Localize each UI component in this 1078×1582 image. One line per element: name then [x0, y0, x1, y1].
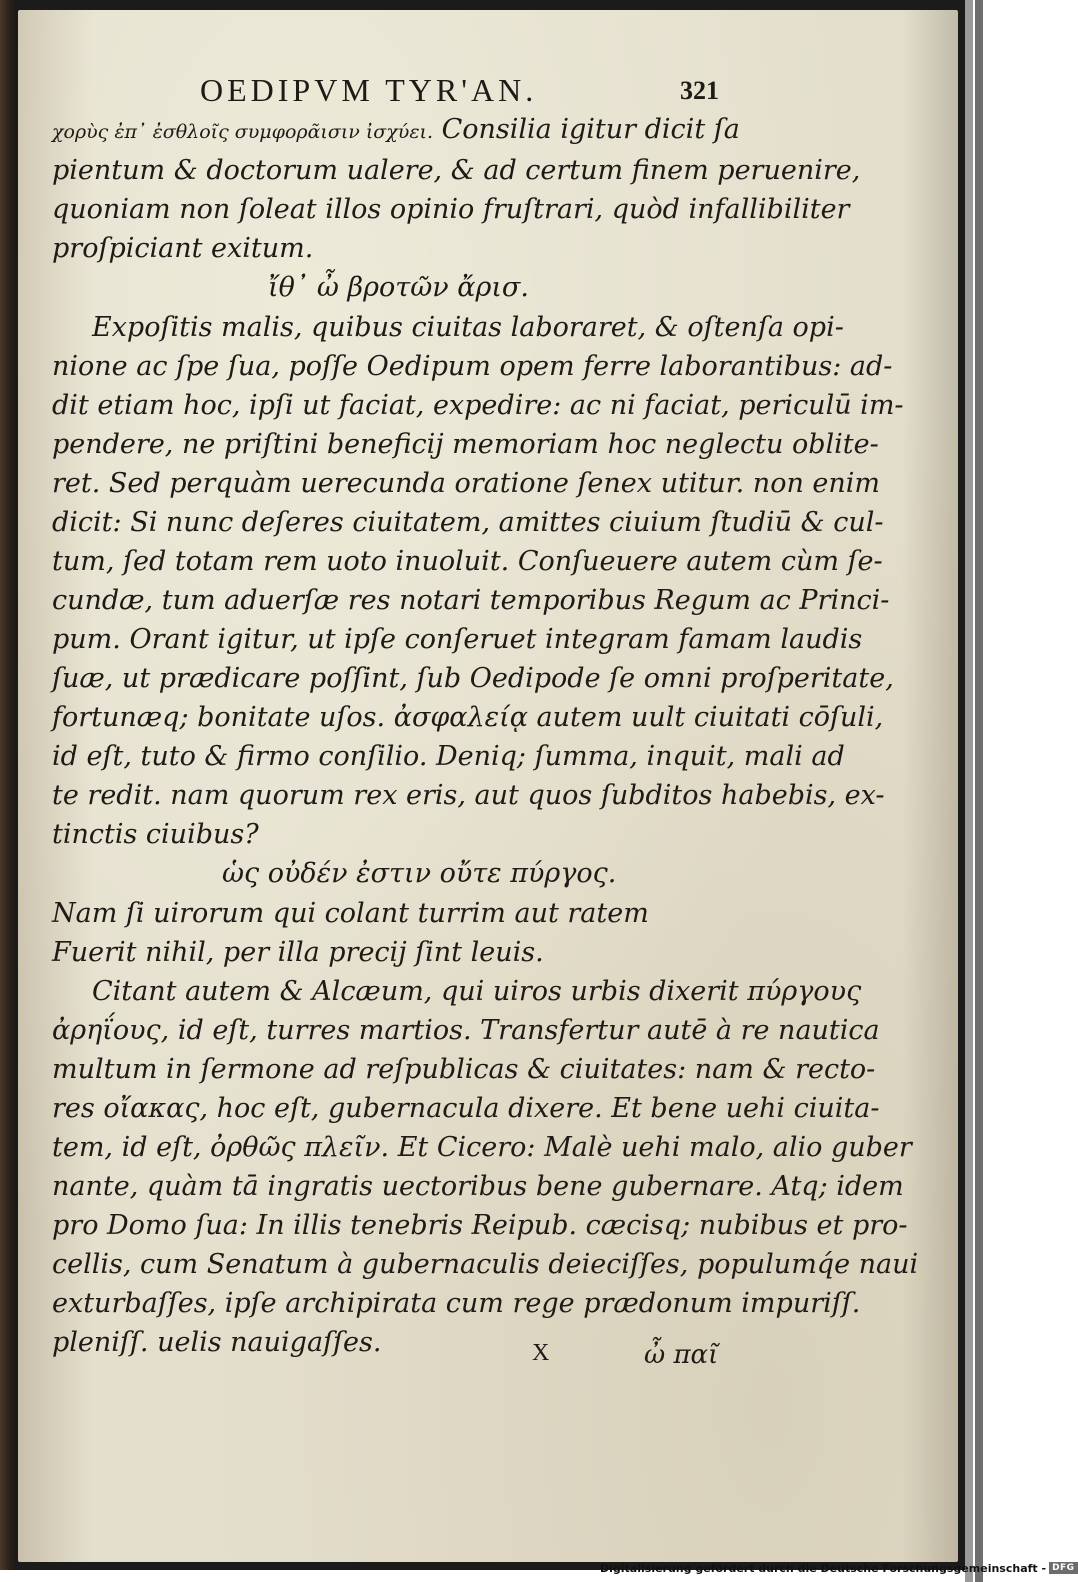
page-number: 321 — [680, 76, 719, 105]
text-line: id eſt, tuto & firmo conſilio. Deniq; ſumma, inquit, mali ad — [52, 741, 845, 772]
verse-line: Fuerit nihil, per illa precij ſint leuis. — [52, 937, 544, 968]
text-line: proſpiciant exitum. — [52, 233, 314, 264]
text-line: cundæ, tum aduerſæ res notari temporibus Regum ac Princi- — [52, 585, 890, 616]
text-line: dicit: Si nunc deſeres ciuitatem, amittes ciuium ſtudiū & cul- — [52, 507, 884, 538]
signature-mark: X — [532, 1340, 550, 1366]
page-edge — [985, 0, 1000, 1582]
text-line: pendere, ne priſtini beneficij memoriam hoc neglectu oblite- — [52, 429, 879, 460]
text-line: multum in ſermone ad reſpublicas & ciuitates: nam & recto- — [52, 1054, 876, 1085]
text-line: pientum & doctorum ualere, & ad certum finem peruenire, — [52, 155, 861, 186]
page-edge — [975, 0, 983, 1582]
text-line: nante, quàm tā ingratis uectoribus bene gubernare. Atq; idem — [52, 1171, 904, 1202]
text-line: ſuæ, ut prædicare poſſint, ſub Oedipode ſe omni proſperitate, — [52, 663, 894, 694]
text-line: tum, ſed totam rem uoto inuoluit. Conſueuere autem cùm ſe- — [52, 546, 883, 577]
text-line: cellis, cum Senatum à gubernaculis deieciſſes, populumq́e naui — [52, 1249, 919, 1280]
text-line: pum. Orant igitur, ut ipſe conſeruet integram famam laudis — [52, 624, 863, 655]
footer-text: Digitalisierung gefördert durch die Deutsche Forschungsgemeinschaft - — [600, 1561, 1047, 1575]
text-line: te redit. nam quorum rex eris, aut quos ſubditos habebis, ex- — [52, 780, 885, 811]
text-line: ret. Sed perquàm uerecunda oratione ſenex utitur. non enim — [52, 468, 881, 499]
text-line: res οἴακας, hoc eſt, gubernacula dixere. Et bene uehi ciuita- — [52, 1093, 880, 1124]
page-edge — [965, 0, 973, 1582]
digitization-footer — [600, 1560, 1078, 1576]
text-line: dit etiam hoc, ipſi ut faciat, expedire: ac ni faciat, periculū im- — [52, 390, 904, 421]
dfg-logo: DFG — [1049, 1562, 1078, 1574]
text-line: χορὺς ἐπ᾽ ἐσθλοῖς συμφορᾶισιν ἰσχύει. Consilia igitur dicit ſa — [52, 114, 740, 145]
text-line: tem, id eſt, ὀρθῶς πλεῖν. Et Cicero: Malè uehi malo, alio guber — [52, 1132, 912, 1163]
text-line: pro Domo ſua: In illis tenebris Reipub. cæcisq; nubibus et pro- — [52, 1210, 908, 1241]
text-line: quoniam non ſoleat illos opinio fruſtrari, quòd infallibiliter — [52, 194, 850, 225]
text-line: tinctis ciuibus? — [52, 819, 259, 850]
text-line: Expoſitis malis, quibus ciuitas laboraret, & oſtenſa opi- — [92, 312, 844, 343]
verse-line: Nam ſi uirorum qui colant turrim aut ratem — [52, 898, 649, 929]
text-line: nione ac ſpe ſua, poſſe Oedipum opem ferre laborantibus: ad- — [52, 351, 893, 382]
text-line: fortunæq; bonitate uſos. ἀσφαλείᾳ autem uult ciuitati cōſuli, — [52, 702, 884, 733]
text-line: ἀρηΐους, id eſt, turres martios. Transfertur autē à re nautica — [52, 1015, 880, 1046]
running-title: OEDIPVM TYR'AN. — [200, 72, 538, 108]
text-line: exturbaſſes, ipſe archipirata cum rege prædonum impuriſſ. — [52, 1288, 861, 1319]
catchword: ὦ παῖ — [644, 1340, 719, 1370]
greek-lemma: ὡς οὐδέν ἐστιν οὔτε πύργος. — [222, 858, 617, 889]
greek-lemma: ἴθ᾽ ὦ βροτῶν ἄρισ. — [268, 272, 529, 303]
book-spine — [0, 0, 16, 1570]
text-line: Citant autem & Alcæum, qui uiros urbis dixerit πύργους — [92, 976, 862, 1007]
text-line: pleniſſ. uelis nauigaſſes. — [52, 1327, 382, 1358]
